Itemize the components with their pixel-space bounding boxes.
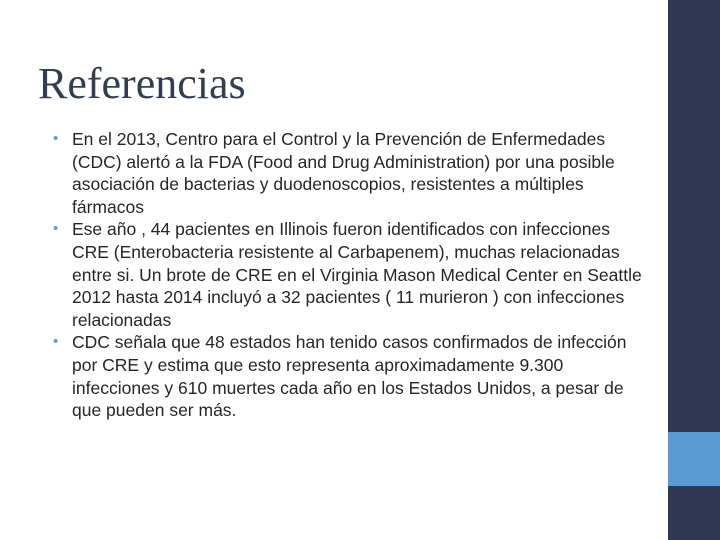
bullet-text: En el 2013, Centro para el Control y la Prevención de Enfermedades (CDC) alertó a la FDA (Food and Drug Administration) por una posible asociación de bacterias y duodenoscopios, resistentes a múltiples fármacos — [72, 129, 615, 217]
bullet-text: Ese año , 44 pacientes en Illinois fueron identificados con infecciones CRE (Enterobacteria resistente al Carbapenem), muchas relacionadas entre si. Un brote de CRE en el Virginia Mason Medical Center en Seattle 2012 hasta 2014 incluyó a 32 pacientes ( 11 murieron ) con infecciones relacionadas — [72, 219, 642, 330]
bullet-dot-icon: • — [53, 333, 59, 351]
bullet-dot-icon: • — [53, 220, 59, 238]
bullet-text: CDC señala que 48 estados han tenido casos confirmados de infección por CRE y estima que esto representa aproximadamente 9.300 infecciones y 610 muertes cada año en los Estados Unidos, a pesar de que pueden ser más. — [72, 332, 627, 421]
bullet-list — [52, 128, 642, 422]
bullet-item — [52, 331, 642, 421]
bullet-item — [52, 218, 642, 331]
slide-title: Referencias — [38, 59, 246, 108]
bullet-item — [52, 128, 642, 218]
bullet-dot-icon: • — [53, 130, 59, 147]
sidebar-accent-block — [668, 432, 720, 486]
